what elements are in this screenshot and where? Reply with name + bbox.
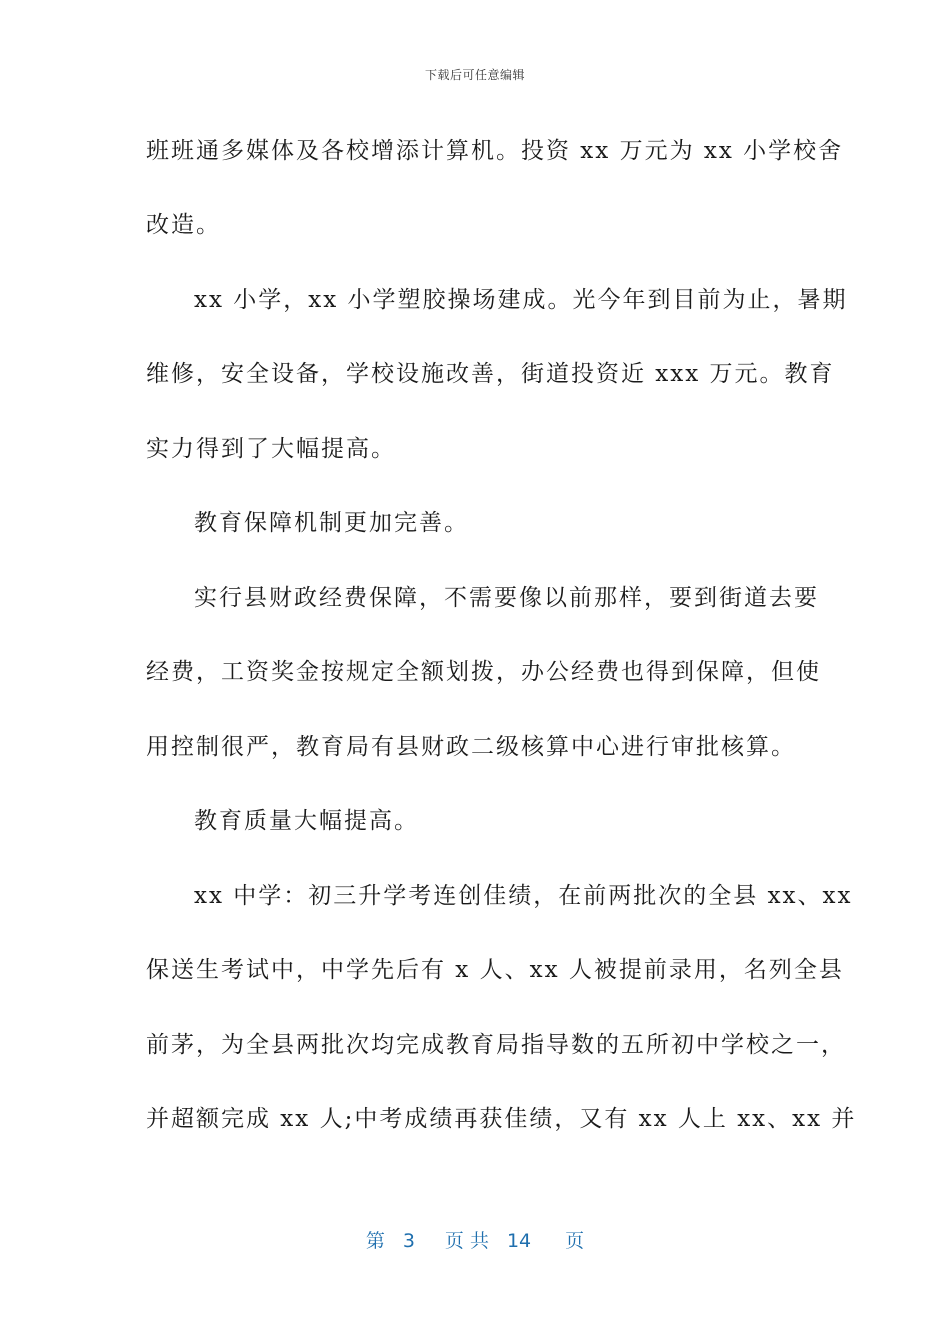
header-note: 下载后可任意编辑	[424, 68, 525, 82]
text-line: 实行县财政经费保障，不需要像以前那样，要到街道去要	[194, 585, 819, 611]
page-footer	[0, 1226, 950, 1253]
text-line: 教育保障机制更加完善。	[194, 510, 469, 536]
text-line: 班班通多媒体及各校增添计算机。投资 xx 万元为 xx 小学校舍	[146, 138, 844, 164]
text-line: xx 中学：初三升学考连创佳绩，在前两批次的全县 xx、xx	[194, 883, 853, 909]
text-line: xx 小学，xx 小学塑胶操场建成。光今年到目前为止，暑期	[194, 287, 848, 313]
text-line: 保送生考试中，中学先后有 x 人、xx 人被提前录用，名列全县	[146, 957, 844, 983]
text-line: 并超额完成 xx 人;中考成绩再获佳绩，又有 xx 人上 xx、xx 并	[146, 1106, 857, 1132]
footer-middle: 页 共	[444, 1230, 489, 1252]
footer-prefix: 第	[365, 1230, 385, 1252]
text-line: 用控制很严，教育局有县财政二级核算中心进行审批核算。	[146, 734, 796, 760]
text-line: 维修，安全设备，学校设施改善，街道投资近 xxx 万元。教育	[146, 361, 835, 387]
text-line: 经费，工资奖金按规定全额划拨，办公经费也得到保障，但使	[146, 659, 821, 685]
text-line: 教育质量大幅提高。	[194, 808, 419, 834]
text-line: 改造。	[146, 212, 221, 238]
current-page-number: 3	[402, 1230, 415, 1252]
total-pages-number: 14	[506, 1230, 532, 1252]
text-line: 实力得到了大幅提高。	[146, 436, 396, 462]
text-line: 前茅，为全县两批次均完成教育局指导数的五所初中学校之一，	[146, 1032, 846, 1058]
footer-suffix: 页	[565, 1230, 585, 1252]
